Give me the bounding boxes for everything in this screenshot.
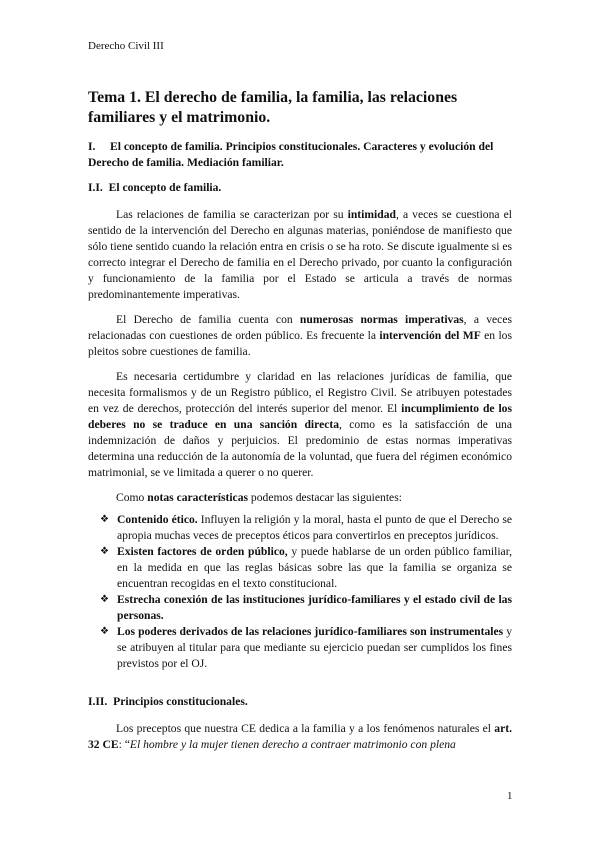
paragraph — [88, 207, 512, 303]
text-run: Como — [116, 491, 148, 504]
text-run: , a veces se cuestiona el sentido de la intervención del Derecho en algunas materias, poniéndose de manifiesto que sólo tiene sentido cuando la relación entra en crisis o se ha roto. Se discute igualmente si es correcto integrar el Derecho de familia en el Derecho privado, por cuanto la configuración y funcionamiento de la familia por el Estado se articula a través de normas predominantemente imperativas. — [88, 208, 512, 301]
list-item — [100, 512, 512, 544]
bold-term: incumplimiento de los deberes no se traduce en una sanción directa — [88, 402, 512, 431]
bold-term: Estrecha conexión de las instituciones jurídico-familiares y el estado civil de las personas. — [117, 593, 512, 622]
bold-term: Los poderes derivados de las relaciones jurídico-familiares son instrumentales — [117, 625, 504, 638]
subsection-number: I.II. — [88, 695, 108, 708]
text-run: Es necesaria certidumbre y claridad en las relaciones jurídicas de familia, que necesita formalismos y de un Registro público, el Registro Civil. Se atribuyen potestades en vez de derechos, protección del interés superior del menor. El — [88, 370, 512, 415]
text-run: y se atribuyen al titular para que mediante su ejercicio puedan ser cumplidos los fines previstos por el OJ. — [117, 625, 512, 670]
page-content — [88, 88, 512, 762]
subsection-heading — [88, 694, 512, 710]
paragraph — [88, 312, 512, 360]
text-run: El Derecho de familia cuenta con — [116, 313, 300, 326]
chapter-title: Tema 1. El derecho de familia, la familia, las relaciones familiares y el matrimonio. — [88, 89, 458, 126]
text-run: Los preceptos que nuestra CE dedica a la familia y a los fenómenos naturales el — [116, 722, 495, 735]
paragraph — [88, 721, 512, 753]
bold-term: Contenido ético. — [117, 513, 198, 526]
diamond-bullet-icon: ❖ — [100, 626, 109, 637]
text-run: en los pleitos sobre cuestiones de familia. — [88, 329, 512, 358]
paragraph — [88, 490, 512, 506]
section-number: I. — [88, 140, 96, 153]
subsection-title: Principios constitucionales. — [113, 695, 248, 708]
text-run: : “ — [118, 738, 130, 751]
subsection-number: I.I. — [88, 181, 103, 194]
running-header: Derecho Civil III — [88, 40, 164, 52]
text-run: Influyen la religión y la moral, hasta el punto de que el Derecho se apropia muchas veces de preceptos éticos para convertirlos en preceptos jurídicos. — [117, 513, 512, 542]
italic-quote: El hombre y la mujer tienen derecho a contraer matrimonio con plena — [129, 738, 456, 751]
text-run: Las relaciones de familia se caracterizan por su — [116, 208, 348, 221]
bold-term: Existen factores de orden público, — [117, 545, 288, 558]
page-number: 1 — [507, 790, 513, 802]
diamond-bullet-icon: ❖ — [100, 594, 109, 605]
bold-term: art. 32 CE — [88, 722, 512, 751]
paragraph — [88, 369, 512, 481]
diamond-bullet-icon: ❖ — [100, 546, 109, 557]
section-title: El concepto de familia. Principios constitucionales. Caracteres y evolución del Derecho de familia. Mediación familiar. — [88, 140, 494, 169]
section-heading — [88, 139, 512, 171]
text-run: podemos destacar las siguientes: — [248, 491, 402, 504]
diamond-bullet-icon: ❖ — [100, 514, 109, 525]
text-run: , como es la satisfacción de una indemnización de daños y perjuicios. El predominio de estas normas imperativas determina una reducción de la autonomía de la voluntad, que fuera del régimen económico matrimonial, se ve limitada a querer o no querer. — [88, 418, 512, 479]
bold-term: intervención del MF — [379, 329, 481, 342]
spacer — [88, 672, 512, 694]
text-run: , a veces relacionadas con cuestiones de orden público. Es frecuente la — [88, 313, 512, 342]
characteristics-list — [100, 512, 512, 672]
bold-term: numerosas normas imperativas — [299, 313, 464, 326]
bold-term: intimidad — [347, 208, 396, 221]
text-run: y puede hablarse de un orden público familiar, en la medida en que las reglas básicas sobre las que la familia se organiza se encuentran recogidas en el texto constitucional. — [117, 545, 512, 590]
subsection-heading — [88, 180, 512, 196]
subsection-title: El concepto de familia. — [108, 181, 222, 194]
list-item — [100, 624, 512, 672]
list-item — [100, 592, 512, 624]
list-item — [100, 544, 512, 592]
bold-term: notas características — [147, 491, 249, 504]
